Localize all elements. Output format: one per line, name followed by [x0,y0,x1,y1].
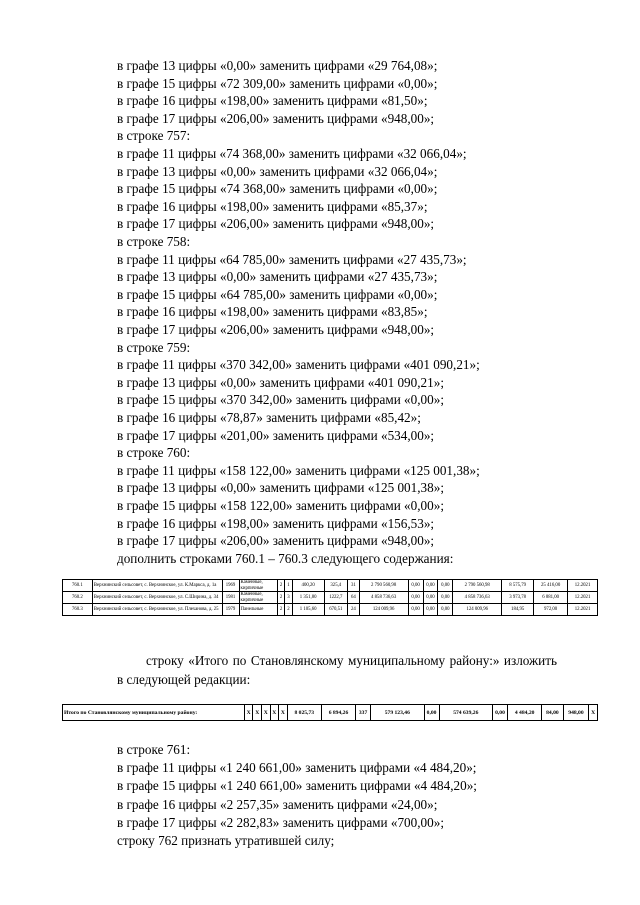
table-cell-c14: 0,00 [438,580,453,592]
table-cell-residents: 24 [348,604,360,616]
amendment-line: в графе 15 цифры «72 309,00» заменить цифрами «0,00»; [117,75,438,91]
table-cell-floors: 2 [277,592,284,604]
table-cell-c15: 124 009,96 [453,604,502,616]
total-cell: 0,00 [493,705,508,721]
amendment-line: в строке 757: [117,128,191,144]
table-cell-area-total: 1 351,80 [292,592,324,604]
amendment-line: в графе 16 цифры «78,87» заменить цифрами «85,42»; [117,410,421,425]
table-cell-c14: 0,00 [438,592,453,604]
total-label: Итого по Становлянскому муниципальному району: [63,705,245,721]
amendment-line: в графе 11 цифры «64 785,00» заменить цифрами «27 435,73»; [117,251,467,267]
amendment-line: в графе 17 цифры «206,00» заменить цифрами «948,00»; [117,322,435,337]
table-cell-num: 760.1 [63,580,93,592]
table-cell-area-total: 400,20 [292,580,324,592]
amendment-line: в графе 11 цифры «158 122,00» заменить цифрами «125 001,38»; [117,462,480,478]
amendment-line: в графе 17 цифры «2 282,83» заменить цифрами «700,00»; [117,814,444,830]
amendment-line: в графе 16 цифры «198,00» заменить цифрами «83,85»; [117,304,428,320]
total-cell: X [261,705,270,721]
amendment-line: строку 762 признать утратившей силу; [117,833,335,848]
table-cell-cost-total: 124 009,96 [359,604,408,616]
total-cell: 8 025,73 [287,705,321,721]
table-cell-material: Панельные [239,604,277,616]
amendment-line: в графе 16 цифры «198,00» заменить цифрами «81,50»; [117,93,428,109]
paragraph-total-row: строку «Итого по Становлянскому муниципальному району:» изложить в следующей редакции: [117,653,557,687]
amendment-line: в графе 17 цифры «206,00» заменить цифрами «948,00»; [117,216,435,232]
table-cell-address: Верхнинский сельсовет, с. Верхнинское, ул. Плеханова, д. 25 [92,604,222,616]
amendment-line: в строке 758: [117,234,191,249]
table-cell-year-end: 12.2021 [568,580,598,592]
total-cell: 0,00 [424,705,439,721]
total-cell: X [279,705,288,721]
table-cell-address: Верхнинский сельсовет, с. Верхнинское, ул. К.Маркса, д. 1а [92,580,222,592]
table-cell-c17: 972,00 [534,604,568,616]
table-cell-c15: 4 858 736,63 [453,592,502,604]
amendment-line: в строке 759: [117,339,191,355]
total-row [63,705,598,721]
table-cell-cost-total: 4 858 736,63 [359,592,408,604]
table-cell-residents: 64 [348,592,360,604]
total-cell: 574 639,26 [439,705,493,721]
amendment-line: в графе 17 цифры «206,00» заменить цифрами «948,00»; [117,533,435,549]
amendment-line: в графе 17 цифры «206,00» заменить цифрами «948,00»; [117,110,435,126]
table-cell-year: 1981 [222,592,239,604]
amendment-line: в графе 13 цифры «0,00» заменить цифрами «29 764,08»; [117,58,438,73]
table-row [63,604,598,616]
table-cell-c17: 25 416,00 [534,580,568,592]
table-cell-c16: 8 575,79 [502,580,534,592]
table-cell-area-total: 1 105,60 [292,604,324,616]
amendment-line: в графе 17 цифры «201,00» заменить цифрами «534,00»; [117,427,435,443]
table-cell-c16: 3 973,78 [502,592,534,604]
table-cell-address: Верхнинский сельсовет, с. Верхнинское, ул. С.Ширина, д. 34 [92,592,222,604]
table-cell-entrances: 2 [285,604,292,616]
amendment-line: в графе 15 цифры «370 342,00» заменить цифрами «0,00»; [117,392,444,408]
table-cell-c14: 0,00 [438,604,453,616]
table-cell-material: Каменные, кирпичные [239,580,277,592]
amendment-line: в графе 13 цифры «0,00» заменить цифрами «27 435,73»; [117,269,438,285]
table-cell-c12: 0,00 [408,592,423,604]
total-cell: 579 123,46 [371,705,425,721]
table-cell-c15: 2 790 560,98 [453,580,502,592]
table-cell-num: 760.3 [63,604,93,616]
table-cell-cost-total: 2 790 560,98 [359,580,408,592]
table-cell-c12: 0,00 [408,604,423,616]
amendment-line: в графе 11 цифры «370 342,00» заменить цифрами «401 090,21»; [117,357,480,373]
table-cell-area-living: 325,4 [324,580,347,592]
total-cell: 84,00 [542,705,563,721]
table-cell-floors: 2 [277,580,284,592]
amendment-line: в графе 15 цифры «1 240 661,00» заменить цифрами «4 484,20»; [117,778,477,794]
table-cell-area-living: 670,51 [324,604,347,616]
amendment-line: в графе 15 цифры «158 122,00» заменить цифрами «0,00»; [117,498,444,513]
table-cell-c13: 0,00 [423,592,438,604]
amendment-line: в графе 16 цифры «198,00» заменить цифрами «156,53»; [117,515,435,531]
total-cell: X [244,705,253,721]
amendment-line: в строке 761: [117,742,191,757]
amendment-line: в графе 13 цифры «0,00» заменить цифрами «32 066,04»; [117,163,438,179]
housing-table [62,579,598,616]
total-cell: X [270,705,279,721]
table-cell-c17: 6 881,00 [534,592,568,604]
table-cell-floors: 2 [277,604,284,616]
amendment-line: дополнить строками 760.1 – 760.3 следующего содержания: [117,550,454,566]
table-cell-c13: 0,00 [423,580,438,592]
table-cell-area-living: 1222,7 [324,592,347,604]
amendment-line: в графе 11 цифры «1 240 661,00» заменить цифрами «4 484,20»; [117,760,477,776]
amendment-line: в графе 13 цифры «0,00» заменить цифрами «125 001,38»; [117,480,444,496]
table-cell-c16: 184,95 [502,604,534,616]
amendment-line: в графе 11 цифры «74 368,00» заменить цифрами «32 066,04»; [117,146,467,161]
total-cell: 4 484,20 [508,705,542,721]
total-cell: 948,00 [563,705,589,721]
table-cell-entrances: 1 [285,580,292,592]
table-row [63,580,598,592]
table-cell-c12: 0,00 [408,580,423,592]
amendment-line: в графе 16 цифры «2 257,35» заменить цифрами «24,00»; [117,796,438,812]
total-table [62,704,598,721]
table-cell-material: Каменные, кирпичные [239,592,277,604]
amendment-line: в графе 15 цифры «64 785,00» заменить цифрами «0,00»; [117,286,438,302]
table-cell-year: 1979 [222,604,239,616]
table-cell-num: 760.2 [63,592,93,604]
amendment-line: в графе 13 цифры «0,00» заменить цифрами «401 090,21»; [117,374,444,390]
total-cell: 6 894,26 [321,705,355,721]
total-cell: X [589,705,598,721]
table-cell-year: 1969 [222,580,239,592]
amendment-line: в строке 760: [117,445,191,461]
table-cell-c13: 0,00 [423,604,438,616]
amendment-line: в графе 15 цифры «74 368,00» заменить цифрами «0,00»; [117,181,438,197]
table-cell-entrances: 3 [285,592,292,604]
table-cell-residents: 31 [348,580,360,592]
table-row [63,592,598,604]
total-cell: X [253,705,262,721]
amendment-line: в графе 16 цифры «198,00» заменить цифрами «85,37»; [117,198,428,214]
table-cell-year-end: 12.2021 [568,604,598,616]
total-cell: 337 [356,705,371,721]
table-cell-year-end: 12.2021 [568,592,598,604]
